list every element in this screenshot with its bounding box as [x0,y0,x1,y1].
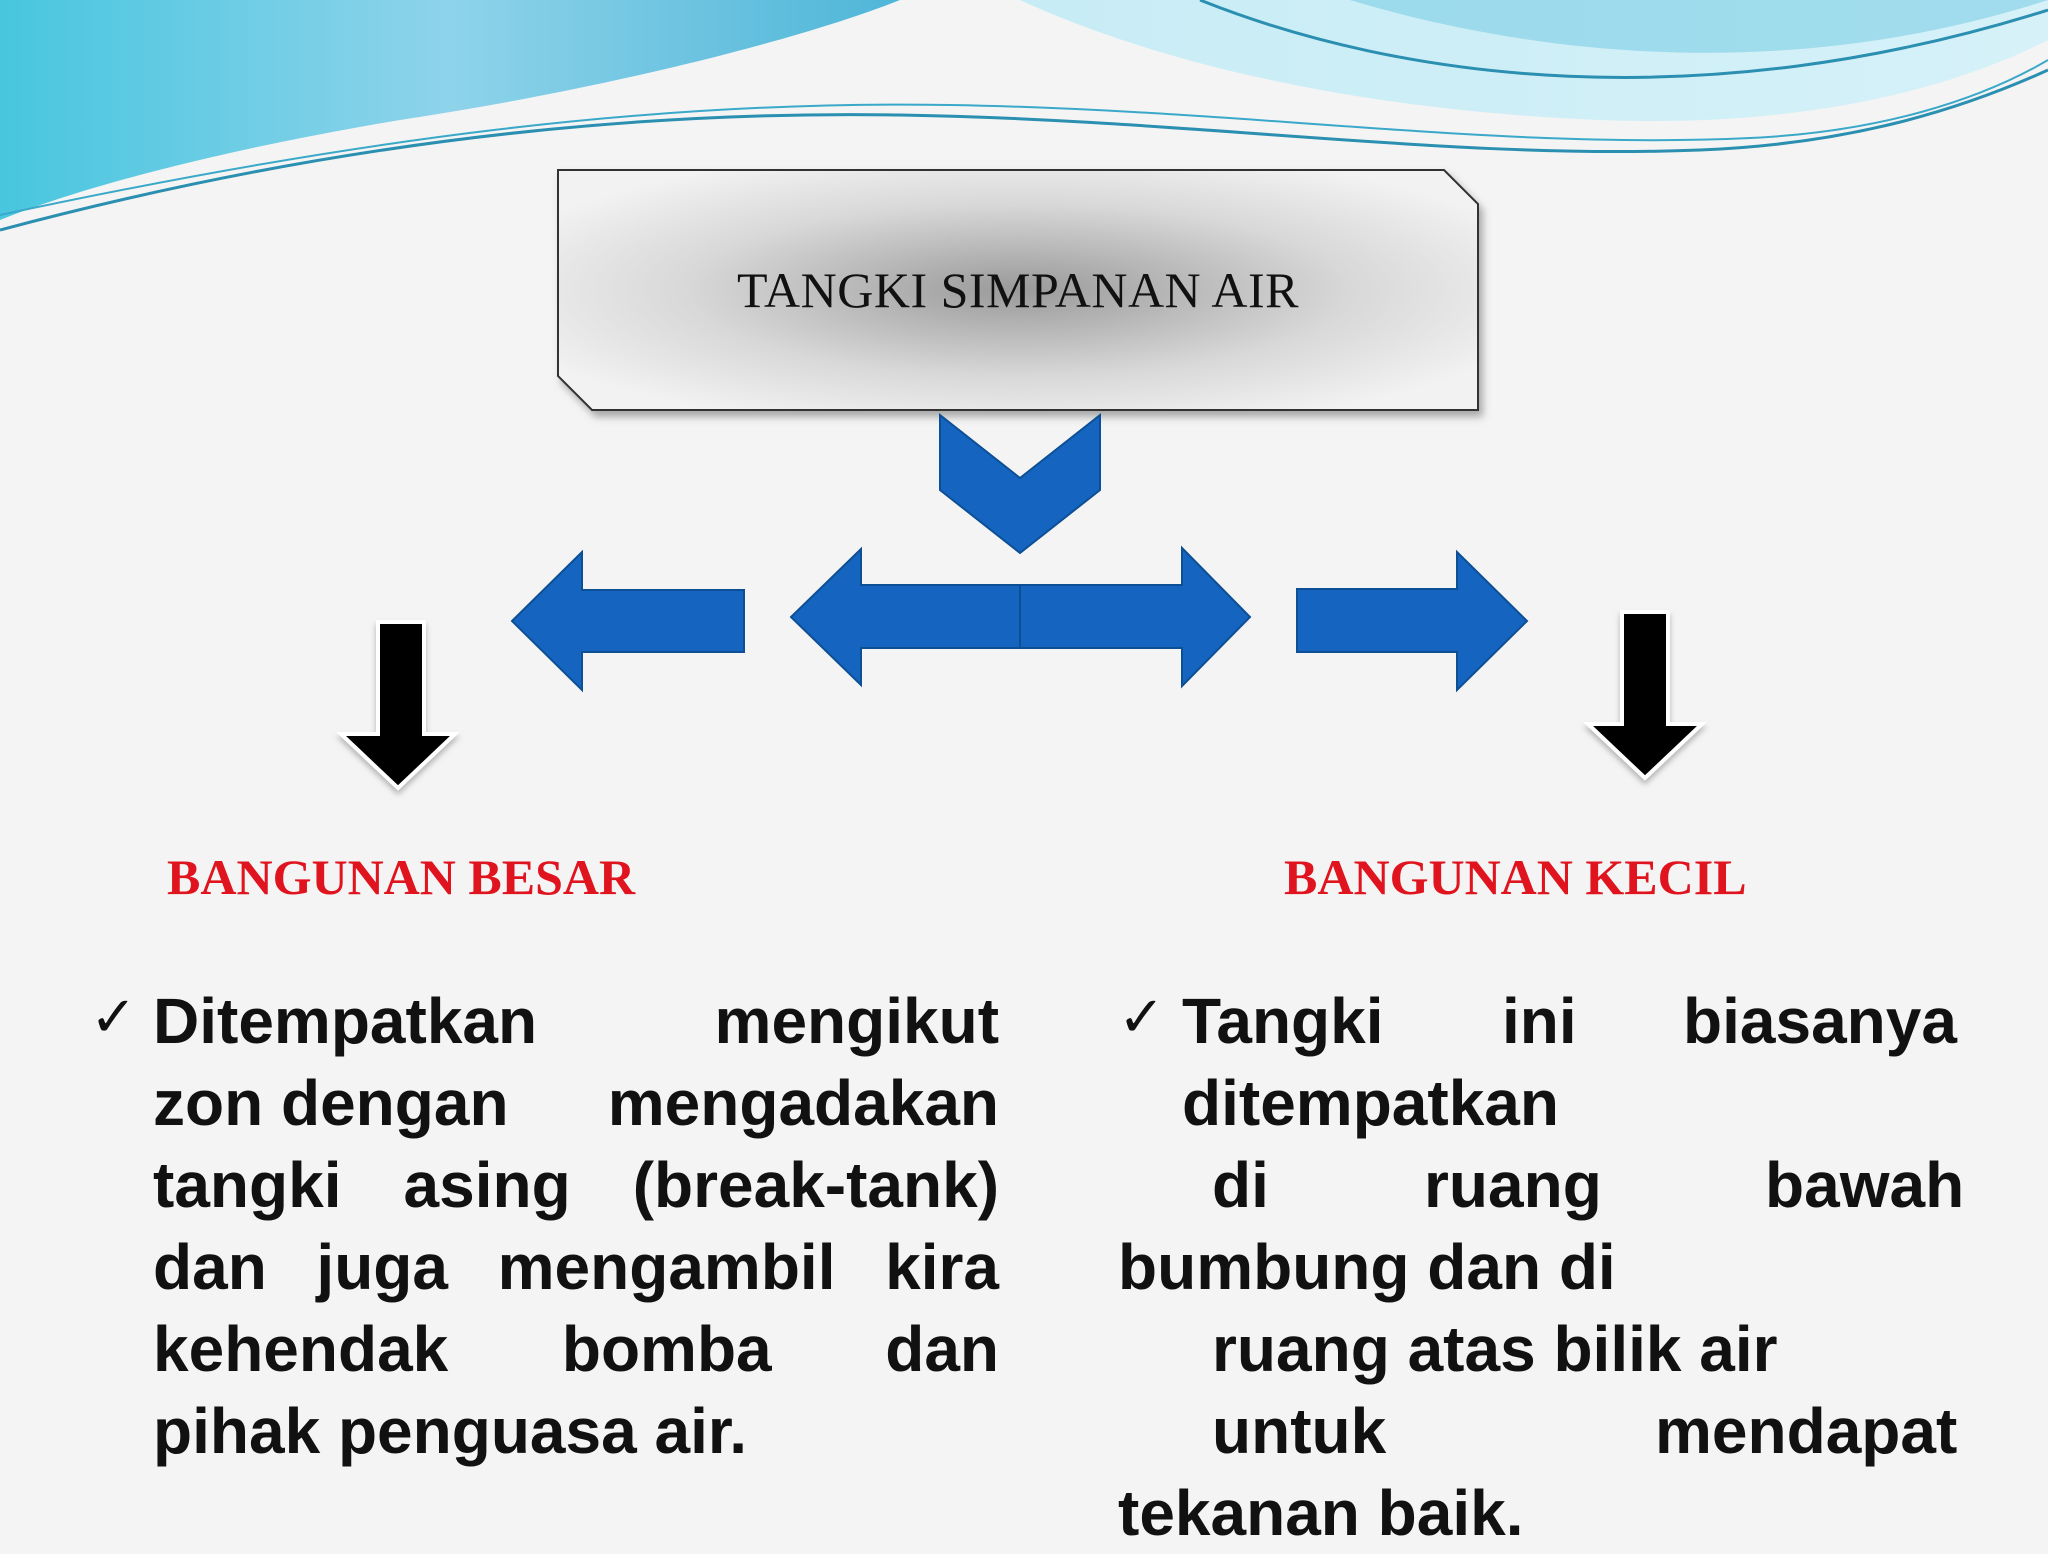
right-arrow-icon [1297,552,1527,690]
word: di [1212,1149,1269,1221]
word: tangki [153,1149,342,1221]
word: kehendak [153,1313,449,1385]
word: ruang atas bilik air [1212,1313,1778,1385]
word: asing [403,1149,571,1221]
word: dan [153,1231,267,1303]
word: Tangki [1182,985,1384,1057]
word: ditempatkan [1182,1067,1559,1139]
word: biasanya [1683,985,1957,1057]
word: ruang [1424,1149,1602,1221]
word: bumbung dan di [1118,1231,1616,1303]
heading-bangunan-kecil: BANGUNAN KECIL [1284,849,1747,905]
title-box-label: TANGKI SIMPANAN AIR [736,262,1300,318]
check-icon: ✓ [1118,985,1165,1050]
word: mengikut [714,985,999,1057]
word: dan [885,1313,999,1385]
word: mendapat [1655,1395,1958,1467]
left-line-5 [153,1308,999,1390]
double-arrow-icon-left [791,549,1020,685]
chevron-down-icon [940,415,1100,553]
double-arrow-icon-right [1020,548,1250,686]
heading-bangunan-besar: BANGUNAN BESAR [167,849,636,905]
check-icon: ✓ [90,985,137,1050]
word: juga [316,1231,448,1303]
word: kira [885,1231,999,1303]
word: mengadakan [607,1067,999,1139]
word: bawah [1765,1149,1965,1221]
word: Ditempatkan [153,985,538,1057]
word: untuk [1212,1395,1387,1467]
word: mengambil [497,1231,836,1303]
down-arrow-icon-right [1588,612,1702,778]
left-line-6 [153,1390,999,1472]
word: (break-tank) [632,1149,999,1221]
down-arrow-icon-left [341,622,455,788]
left-line-4 [153,1226,999,1308]
word: pihak penguasa air. [153,1395,747,1467]
word: ini [1502,985,1577,1057]
left-line-2 [153,1062,999,1144]
left-arrow-icon [512,552,744,690]
word: bomba [561,1313,772,1385]
left-line-3 [153,1144,999,1226]
left-paragraph [153,980,999,1472]
word: zon dengan [153,1067,509,1139]
left-line-1 [153,980,999,1062]
word: tekanan baik. [1118,1477,1524,1549]
